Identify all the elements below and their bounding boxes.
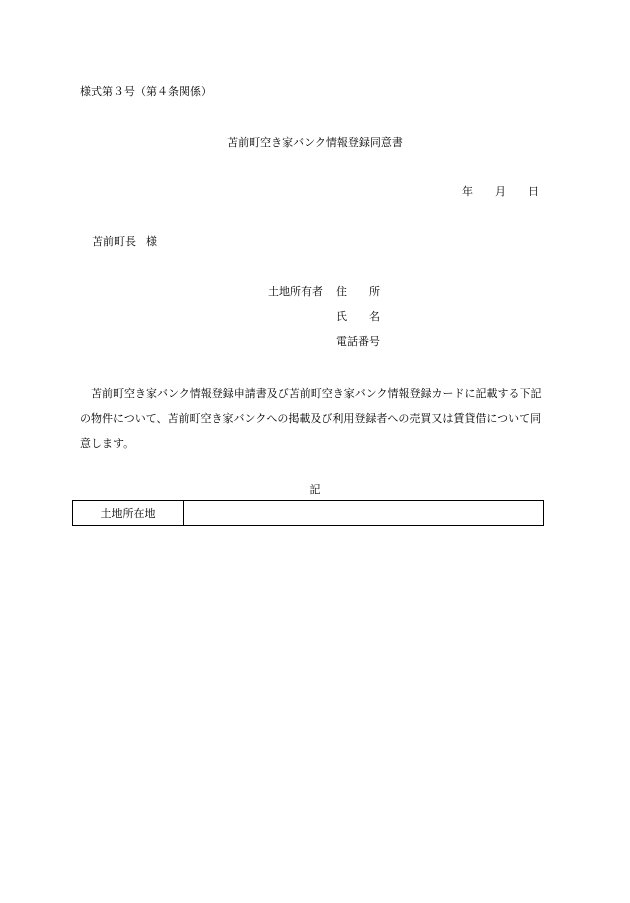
address-label-char-2: 所 <box>369 285 380 298</box>
address-label-char-1: 住 <box>336 285 347 298</box>
property-location-label: 土地所在地 <box>73 501 184 525</box>
phone-field-label: 電話番号 <box>336 335 380 348</box>
addressee-honorific: 様 <box>146 235 157 248</box>
property-location-value[interactable] <box>184 501 543 525</box>
name-label-char-2: 名 <box>369 310 380 323</box>
day-label: 日 <box>528 185 539 198</box>
year-label: 年 <box>462 185 473 198</box>
address-field-label <box>336 286 380 297</box>
document-title: 苫前町空き家バンク情報登録同意書 <box>227 136 403 149</box>
date-line <box>462 186 539 197</box>
record-heading: 記 <box>309 483 321 496</box>
consent-body-text: 苫前町空き家バンク情報登録申請書及び苫前町空き家バンク情報登録カードに記載する下記の物件について、苫前町空き家バンクへの掲載及び利用登録者への売買又は賃貸借について同意します。 <box>80 387 542 450</box>
owner-label: 土地所有者 <box>268 285 323 298</box>
month-label: 月 <box>495 185 506 198</box>
name-label-char-1: 氏 <box>336 310 347 323</box>
form-number: 様式第３号（第４条関係） <box>80 85 212 98</box>
name-field-label <box>336 311 380 322</box>
addressee-name: 苫前町長 <box>92 235 136 248</box>
addressee <box>92 236 157 247</box>
property-location-table <box>72 500 544 526</box>
